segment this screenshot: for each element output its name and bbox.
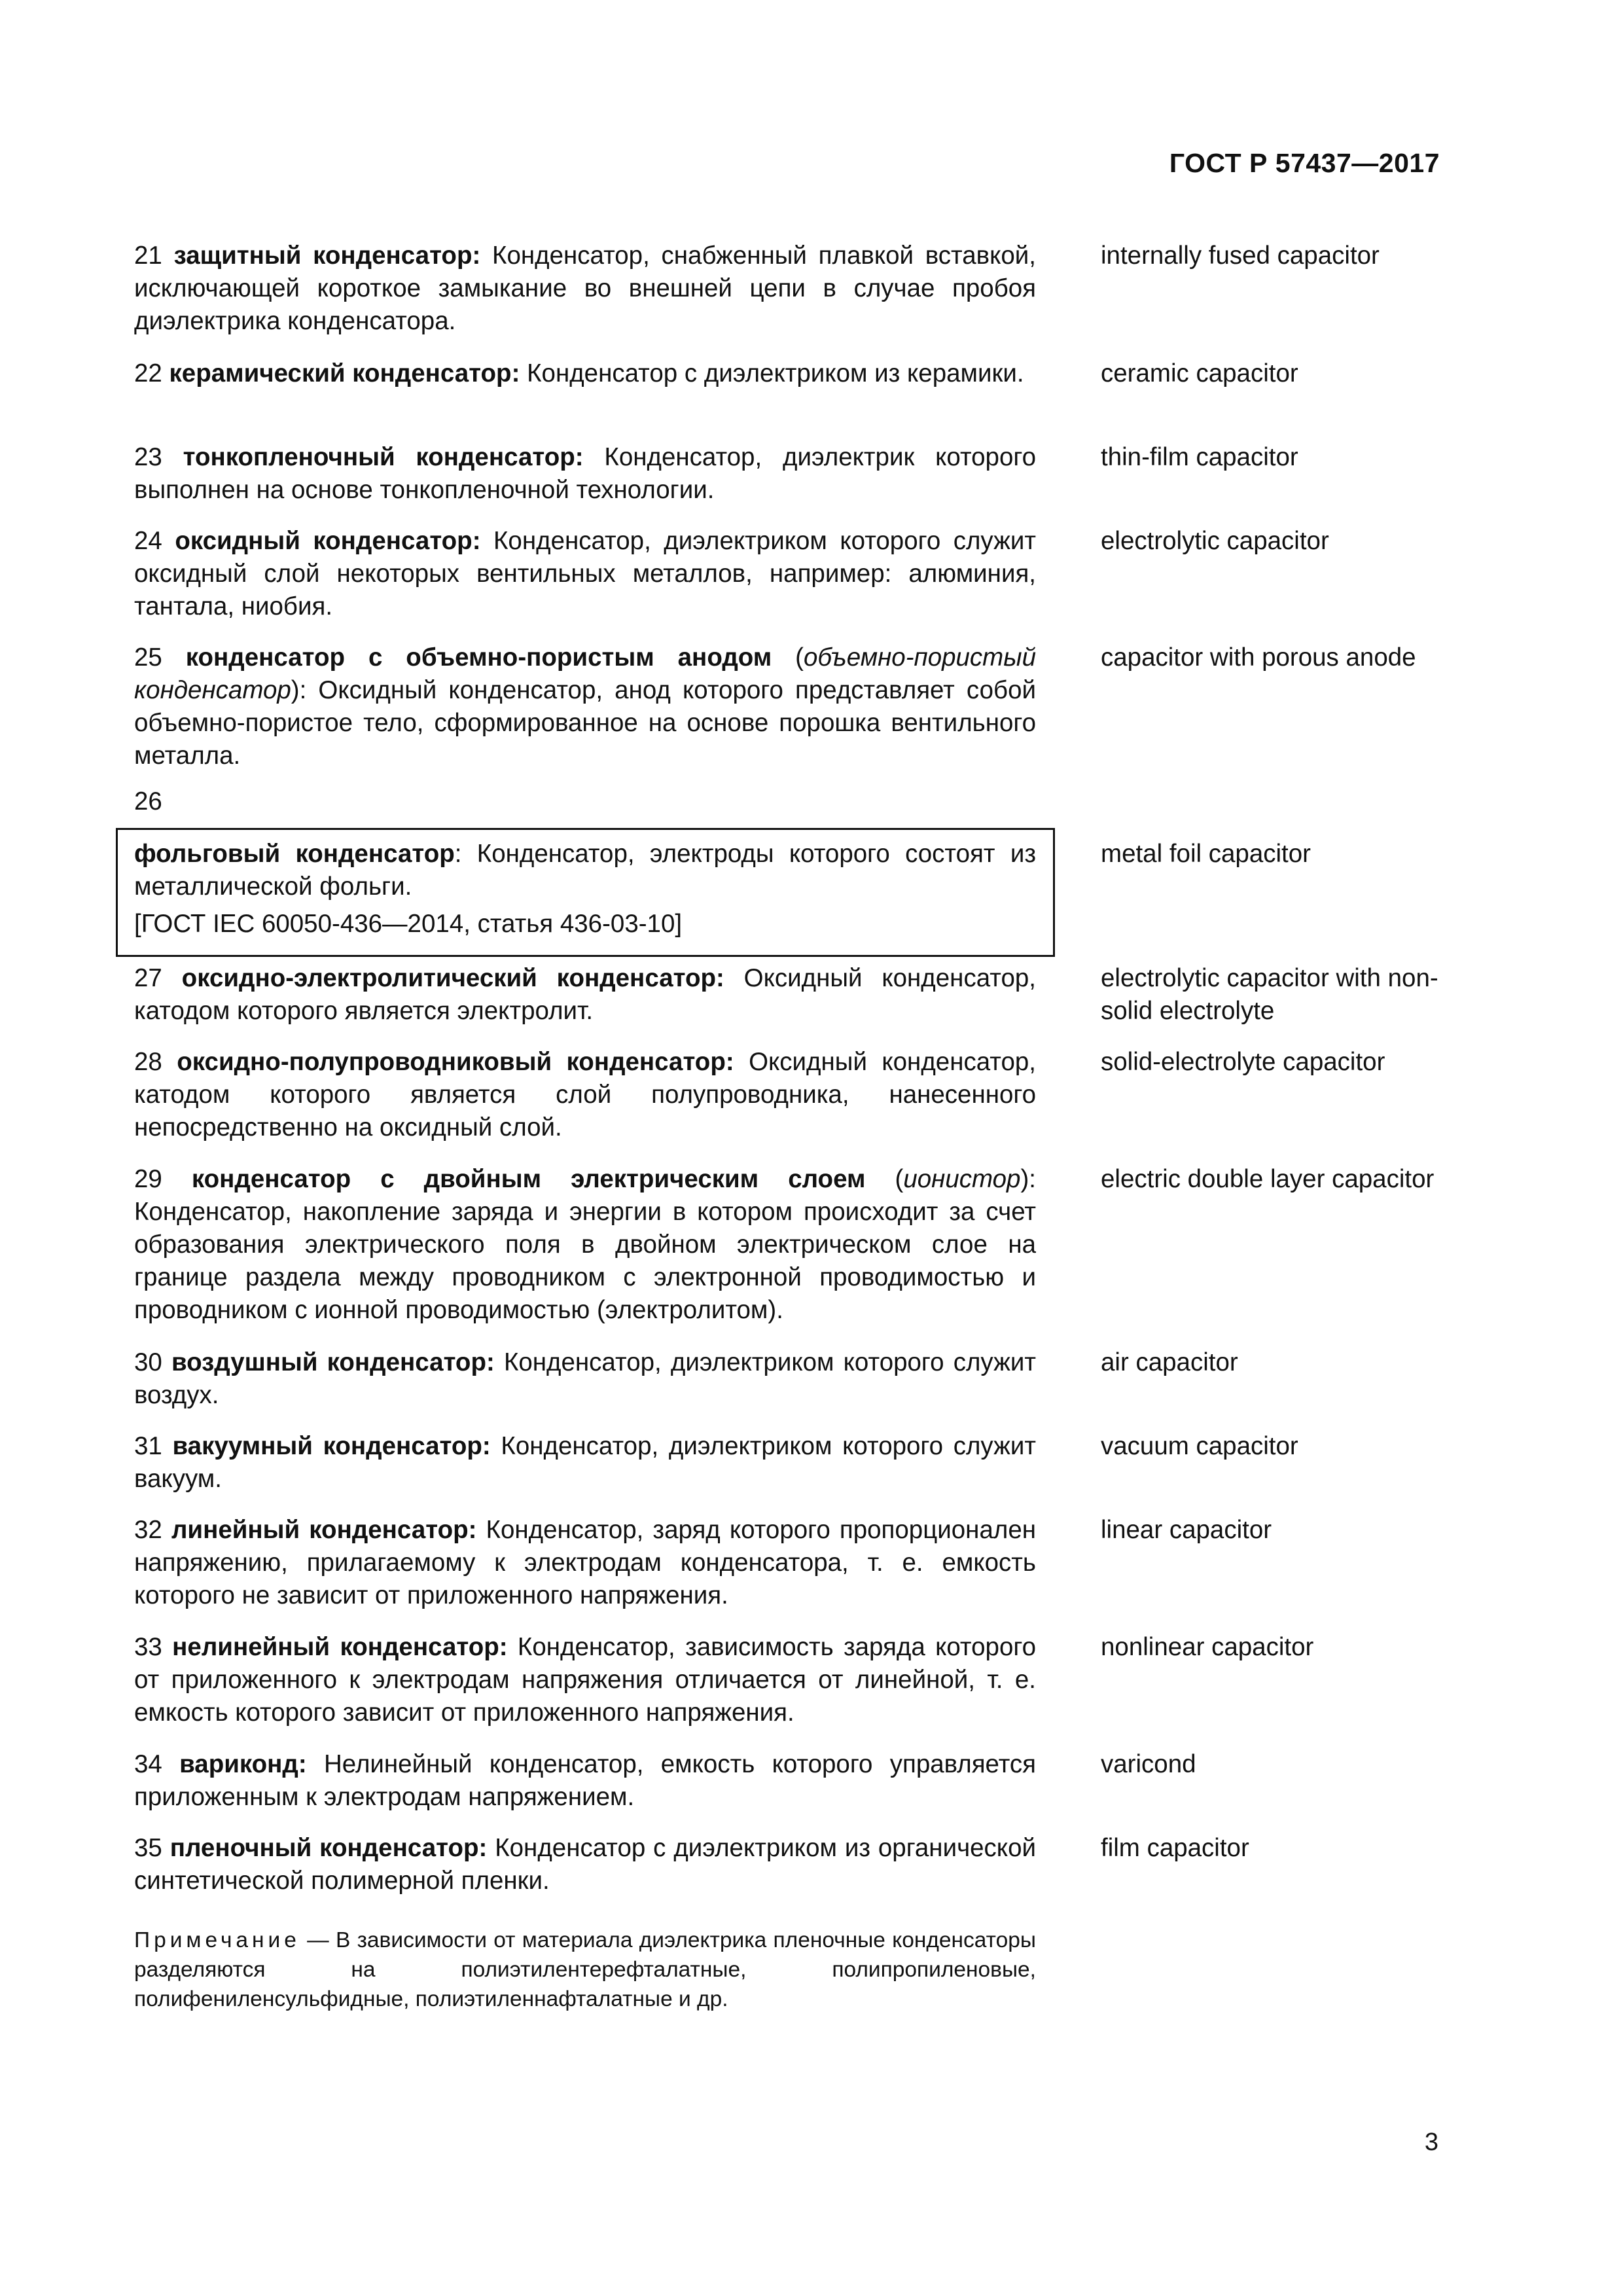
term-number: 24 bbox=[134, 527, 162, 555]
term-name: защитный конденсатор: bbox=[173, 242, 481, 270]
term-english-26: metal foil capacitor bbox=[1101, 840, 1311, 868]
term-entry-32 bbox=[134, 1514, 1036, 1612]
note-text: — В зависимости от материала диэлектрика пленочные конденсаторы разделяются на полиэтилентерефталатные, полипропиленовые, полифениленсульфидные, полиэтиленнафталатные и др. bbox=[134, 1928, 1036, 2011]
term-name: линейный конденсатор: bbox=[171, 1516, 477, 1544]
term-definition: ): Оксидный конденсатор, анод которого представляет собой объемно-пористое тело, сформированное на основе порошка вентильного металла. bbox=[134, 676, 1036, 770]
term-definition: : Конденсатор, электроды которого состоят из металлической фольги. bbox=[134, 840, 1037, 901]
term-definition: Оксидный конденсатор, катодом которого является слой полупроводника, нанесенного непосредственно на оксидный слой. bbox=[134, 1048, 1036, 1141]
boxed-term-definition bbox=[134, 838, 1036, 903]
term-definition: Конденсатор, диэлектриком которого служит воздух. bbox=[134, 1348, 1036, 1409]
document-code: ГОСТ Р 57437—2017 bbox=[1169, 148, 1440, 178]
term-number: 27 bbox=[134, 964, 162, 992]
term-entry-27 bbox=[134, 962, 1036, 1028]
term-english-32: linear capacitor bbox=[1101, 1516, 1272, 1544]
term-entry-31 bbox=[134, 1430, 1036, 1496]
term-definition: Конденсатор, снабженный плавкой вставкой, исключающей короткое замыкание во внешней цепи в случае пробоя диэлектрика конденсатора. bbox=[134, 242, 1036, 335]
term-name: тонкопленочный конденсатор: bbox=[183, 443, 584, 471]
note-label: Примечание bbox=[134, 1928, 300, 1952]
term-entry-21 bbox=[134, 240, 1036, 338]
term-english-24: electrolytic capacitor bbox=[1101, 527, 1329, 555]
term-entry-22 bbox=[134, 357, 1036, 390]
term-name: оксидно-электролитический конденсатор: bbox=[181, 964, 724, 992]
term-entry-33 bbox=[134, 1631, 1036, 1729]
term-name: вакуумный конденсатор: bbox=[172, 1432, 491, 1460]
term-name: оксидный конденсатор: bbox=[175, 527, 481, 555]
term-english-34: varicond bbox=[1101, 1750, 1196, 1778]
term-name: нелинейный конденсатор: bbox=[172, 1633, 508, 1661]
term-definition: Конденсатор, диэлектриком которого служит вакуум. bbox=[134, 1432, 1036, 1493]
term-number: 30 bbox=[134, 1348, 162, 1376]
note-paragraph bbox=[134, 1926, 1036, 2014]
boxed-term-reference: [ГОСТ IEC 60050-436—2014, статья 436-03-10] bbox=[134, 910, 683, 938]
term-entry-23 bbox=[134, 441, 1036, 507]
page-number: 3 bbox=[1424, 2128, 1438, 2156]
term-number: 33 bbox=[134, 1633, 162, 1661]
term-name: оксидно-полупроводниковый конденсатор: bbox=[177, 1048, 734, 1076]
term-entry-25 bbox=[134, 641, 1036, 772]
term-name: фольговый конденсатор bbox=[134, 840, 455, 868]
term-number: 29 bbox=[134, 1165, 162, 1193]
term-name: воздушный конденсатор: bbox=[171, 1348, 495, 1376]
term-synonym: объемно-пористый конденсатор bbox=[134, 643, 1036, 704]
term-synonym: ионистор bbox=[903, 1165, 1021, 1193]
term-number: 32 bbox=[134, 1516, 162, 1544]
term-english-22: ceramic capacitor bbox=[1101, 359, 1298, 387]
term-number: 31 bbox=[134, 1432, 162, 1460]
term-entry-35 bbox=[134, 1832, 1036, 1897]
term-number: 22 bbox=[134, 359, 162, 387]
term-number: 23 bbox=[134, 443, 162, 471]
term-definition: Оксидный конденсатор, катодом которого является электролит. bbox=[134, 964, 1036, 1025]
term-english-21: internally fused capacitor bbox=[1101, 242, 1380, 270]
term-number-26: 26 bbox=[134, 787, 162, 816]
term-paren-open: ( bbox=[865, 1165, 904, 1193]
term-english-31: vacuum capacitor bbox=[1101, 1432, 1298, 1460]
term-name: керамический конденсатор: bbox=[169, 359, 520, 387]
term-definition: Конденсатор, диэлектриком которого служит оксидный слой некоторых вентильных металлов, например: алюминия, тантала, ниобия. bbox=[134, 527, 1037, 620]
term-number: 34 bbox=[134, 1750, 162, 1778]
term-english-23: thin-film capacitor bbox=[1101, 443, 1298, 471]
term-number: 25 bbox=[134, 643, 162, 672]
term-paren-open: ( bbox=[772, 643, 804, 672]
term-definition: Нелинейный конденсатор, емкость которого управляется приложенным к электродам напряжением. bbox=[134, 1750, 1036, 1811]
term-number: 35 bbox=[134, 1834, 162, 1862]
term-number: 21 bbox=[134, 242, 162, 270]
term-definition: Конденсатор с диэлектриком из керамики. bbox=[520, 359, 1024, 387]
term-english-29: electric double layer capacitor bbox=[1101, 1165, 1435, 1193]
term-number: 28 bbox=[134, 1048, 162, 1076]
term-entry-24 bbox=[134, 525, 1036, 623]
term-definition: Конденсатор, заряд которого пропорционален напряжению, прилагаемому к электродам конденсатора, т. е. емкость которого не зависит от приложенного напряжения. bbox=[134, 1516, 1036, 1609]
term-definition: ): Конденсатор, накопление заряда и энергии в котором происходит за счет образования электрического поля в двойном электрическом слое на границе раздела между проводником с электронной проводимостью и проводником с ионной проводимостью (электролитом). bbox=[134, 1165, 1036, 1324]
term-name: пленочный конденсатор: bbox=[169, 1834, 488, 1862]
term-entry-34 bbox=[134, 1748, 1036, 1814]
term-english-27: electrolytic capacitor with non-solid electrolyte bbox=[1101, 964, 1438, 1025]
term-entry-30 bbox=[134, 1346, 1036, 1412]
term-definition: Конденсатор, диэлектрик которого выполнен на основе тонкопленочной технологии. bbox=[134, 443, 1036, 504]
term-name: конденсатор с объемно-пористым анодом bbox=[185, 643, 772, 672]
term-name: конденсатор с двойным электрическим слоем bbox=[191, 1165, 866, 1193]
term-english-33: nonlinear capacitor bbox=[1101, 1633, 1314, 1661]
term-english-25: capacitor with porous anode bbox=[1101, 643, 1416, 672]
term-english-28: solid-electrolyte capacitor bbox=[1101, 1048, 1385, 1076]
term-name: вариконд: bbox=[179, 1750, 307, 1778]
term-english-35: film capacitor bbox=[1101, 1834, 1249, 1862]
term-definition: Конденсатор, зависимость заряда которого от приложенного к электродам напряжения отличается от линейной, т. е. емкость которого зависит от приложенного напряжения. bbox=[134, 1633, 1036, 1727]
term-english-30: air capacitor bbox=[1101, 1348, 1238, 1376]
term-entry-29 bbox=[134, 1163, 1036, 1327]
term-definition: Конденсатор с диэлектриком из органической синтетической полимерной пленки. bbox=[134, 1834, 1036, 1895]
term-entry-28 bbox=[134, 1046, 1036, 1144]
